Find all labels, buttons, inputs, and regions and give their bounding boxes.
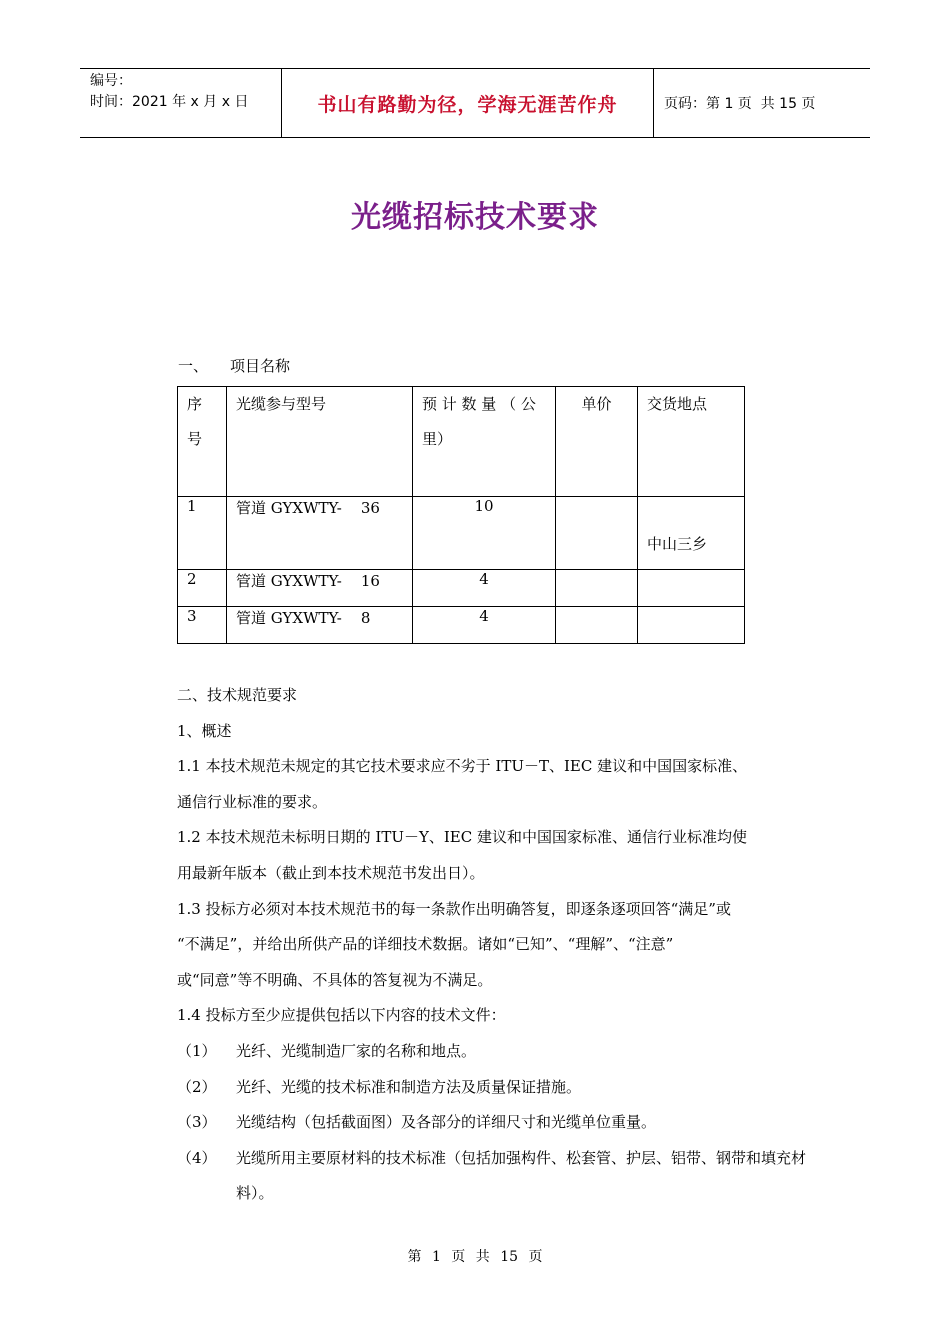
list-item-text: 光纤、光缆的技术标准和制造方法及质量保证措施。 <box>236 1077 582 1096</box>
list-item <box>177 1070 817 1106</box>
section-project-name-heading <box>178 355 290 376</box>
paragraph-1-3-cont: “不满足”，并给出所供产品的详细技术数据。诸如“已知”、“理解”、“注意” <box>177 935 674 954</box>
section-number: 一、 <box>178 357 209 375</box>
page-header <box>80 68 870 138</box>
subsection-heading: 1、概述 <box>177 721 232 740</box>
header-page-info <box>654 69 870 137</box>
cell-model: 管道 GYXWTY- 36 <box>227 497 413 570</box>
list-item <box>177 1141 817 1212</box>
header-qty-line1: 预 计 数 量 （ 公 <box>422 395 536 413</box>
table-header-row <box>178 387 745 497</box>
cell-location <box>638 570 745 607</box>
page-info-text: 页码：第 1 页 共 15 页 <box>664 96 816 112</box>
header-seq <box>178 387 227 497</box>
cell-qty: 4 <box>413 570 556 607</box>
header-qty <box>413 387 556 497</box>
table-row <box>178 570 745 607</box>
document-title: 光缆招标技术要求 <box>351 200 599 235</box>
cell-model: 管道 GYXWTY- 16 <box>227 570 413 607</box>
cell-location: 中山三乡 <box>638 497 745 570</box>
header-qty-line2: 里） <box>422 430 453 448</box>
header-model: 光缆参与型号 <box>227 387 413 497</box>
list-item <box>177 1105 817 1141</box>
section-title: 项目名称 <box>230 357 291 375</box>
section-heading: 二、技术规范要求 <box>177 686 298 704</box>
list-item-number: （3） <box>177 1113 217 1132</box>
cell-seq: 3 <box>178 607 227 644</box>
table-row <box>178 497 745 570</box>
list-item-text: 光纤、光缆制造厂家的名称和地点。 <box>236 1041 477 1060</box>
table-row <box>178 607 745 644</box>
header-motto: 书山有路勤为径，学海无涯苦作舟 <box>282 69 654 137</box>
list-item-number: （2） <box>177 1077 217 1096</box>
list-item-text: 光缆结构（包括截面图）及各部分的详细尺寸和光缆单位重量。 <box>236 1113 657 1132</box>
paragraph-1-4: 1.4 投标方至少应提供包括以下内容的技术文件： <box>177 1006 506 1025</box>
technical-spec-section <box>177 678 817 1212</box>
header-seq-line2: 号 <box>187 430 203 448</box>
page-footer: 第 1 页 共 15 页 <box>407 1249 543 1265</box>
project-table <box>177 386 745 644</box>
cell-location <box>638 607 745 644</box>
cell-price <box>556 570 638 607</box>
cell-model: 管道 GYXWTY- 8 <box>227 607 413 644</box>
cell-price <box>556 497 638 570</box>
list-item-number: （1） <box>177 1041 217 1060</box>
cell-price <box>556 607 638 644</box>
header-seq-line1: 序 <box>187 395 203 413</box>
cell-qty: 4 <box>413 607 556 644</box>
paragraph-1-3: 1.3 投标方必须对本技术规范书的每一条款作出明确答复，即逐条逐项回答“满足”或 <box>177 899 731 918</box>
cell-seq: 2 <box>178 570 227 607</box>
header-price: 单价 <box>556 387 638 497</box>
number-label: 编号： <box>90 73 132 89</box>
cell-qty: 10 <box>413 497 556 570</box>
paragraph-1-2-cont: 用最新年版本（截止到本技术规范书发出日）。 <box>177 863 485 882</box>
paragraph-1-1-cont: 通信行业标准的要求。 <box>177 792 328 811</box>
list-item <box>177 1034 817 1070</box>
paragraph-1-2: 1.2 本技术规范未标明日期的 ITU－Y、IEC 建议和中国国家标准、通信行业标准均使 <box>177 828 747 847</box>
paragraph-1-1: 1.1 本技术规范未规定的其它技术要求应不劣于 ITU－T、IEC 建议和中国国家标准、 <box>177 757 748 776</box>
paragraph-1-3-cont2: 或“同意”等不明确、不具体的答复视为不满足。 <box>177 970 493 989</box>
list-item-text: 光缆所用主要原材料的技术标准（包括加强构件、松套管、护层、铝带、钢带和填充材料）。 <box>236 1148 807 1203</box>
header-location: 交货地点 <box>638 387 745 497</box>
list-item-number: （4） <box>177 1148 217 1167</box>
cell-seq: 1 <box>178 497 227 570</box>
time-label: 时间：2021 年 x 月 x 日 <box>90 94 249 110</box>
header-meta <box>80 69 282 137</box>
